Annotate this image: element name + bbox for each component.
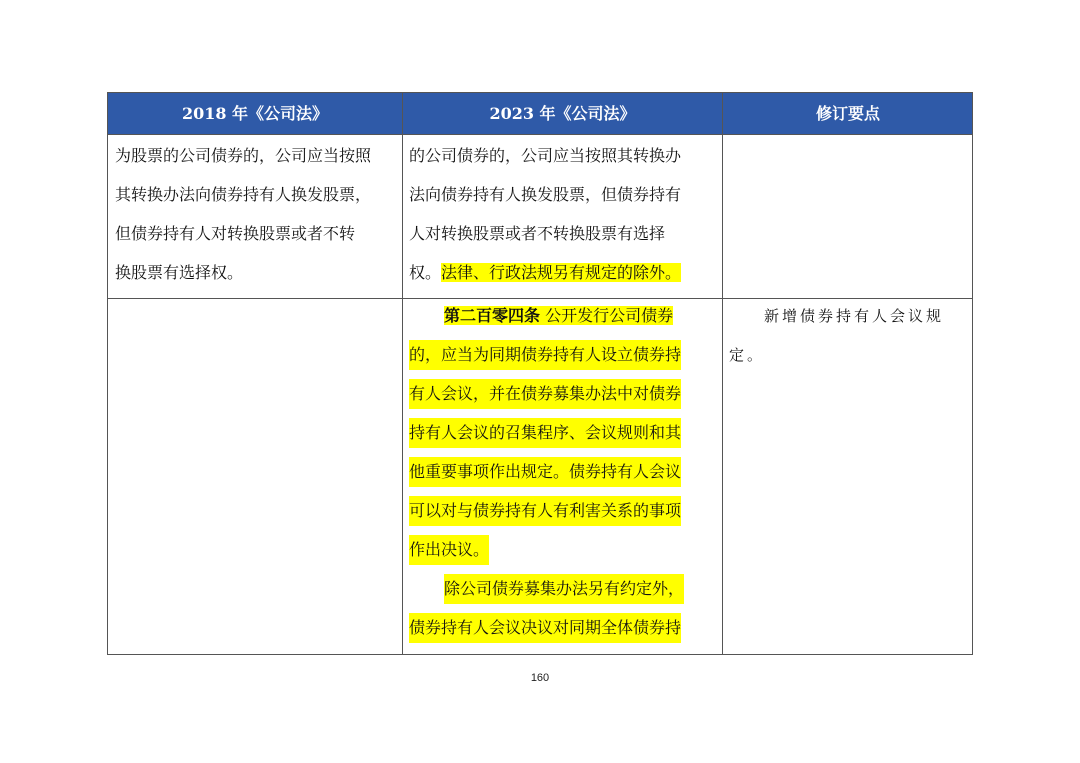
article-number: 第二百零四条 <box>444 306 541 325</box>
header-2023: 2023 年《公司法》 <box>489 104 636 123</box>
text-line: 的公司债券的，公司应当按照其转换办 <box>409 146 682 165</box>
row1-col3 <box>729 141 969 301</box>
text-line <box>444 301 673 331</box>
text-line: 人对转换股票或者不转换股票有选择 <box>409 224 666 243</box>
header-revision-points: 修订要点 <box>815 104 880 123</box>
highlighted-amendment: 法律、行政法规另有规定的除外。 <box>441 263 682 282</box>
text-line: 但债券持有人对转换股票或者不转 <box>115 224 356 243</box>
row1-col2 <box>409 141 719 301</box>
table-header <box>108 93 972 134</box>
highlighted-text: 除公司债券募集办法另有约定外， <box>444 574 684 604</box>
column-divider <box>722 93 723 654</box>
text-line: 换股票有选择权。 <box>115 263 244 282</box>
text-line: 新增债券持有人会议规 <box>764 307 945 325</box>
row2-col3 <box>729 301 971 381</box>
comparison-table <box>107 92 973 655</box>
row-divider <box>108 134 972 135</box>
highlighted-text: 可以对与债券持有人有利害关系的事项 <box>409 496 681 526</box>
row1-col1 <box>115 141 399 301</box>
row2-col2 <box>409 301 719 651</box>
text-line: 定。 <box>729 346 766 364</box>
text-line: 法向债券持有人换发股票，但债券持有 <box>409 185 682 204</box>
column-divider <box>402 93 403 654</box>
row2-col1 <box>115 305 399 645</box>
highlighted-text: 的，应当为同期债券持有人设立债券持 <box>409 340 681 370</box>
highlighted-text: 公开发行公司债券 <box>540 306 674 325</box>
header-2018: 2018 年《公司法》 <box>181 104 329 123</box>
highlighted-text: 持有人会议的召集程序、会议规则和其 <box>409 418 681 448</box>
text-line: 其转换办法向债券持有人换发股票， <box>115 185 372 204</box>
text-line: 为股票的公司债券的，公司应当按照 <box>115 146 372 165</box>
highlighted-text: 有人会议，并在债券募集办法中对债券 <box>409 379 681 409</box>
plain-text: 权。 <box>409 263 442 282</box>
highlighted-text: 他重要事项作出规定。债券持有人会议 <box>409 457 681 487</box>
text-line <box>409 258 681 288</box>
page-number: 160 <box>530 672 550 684</box>
highlighted-text: 作出决议。 <box>409 535 489 565</box>
highlighted-text: 债券持有人会议决议对同期全体债券持 <box>409 613 681 643</box>
